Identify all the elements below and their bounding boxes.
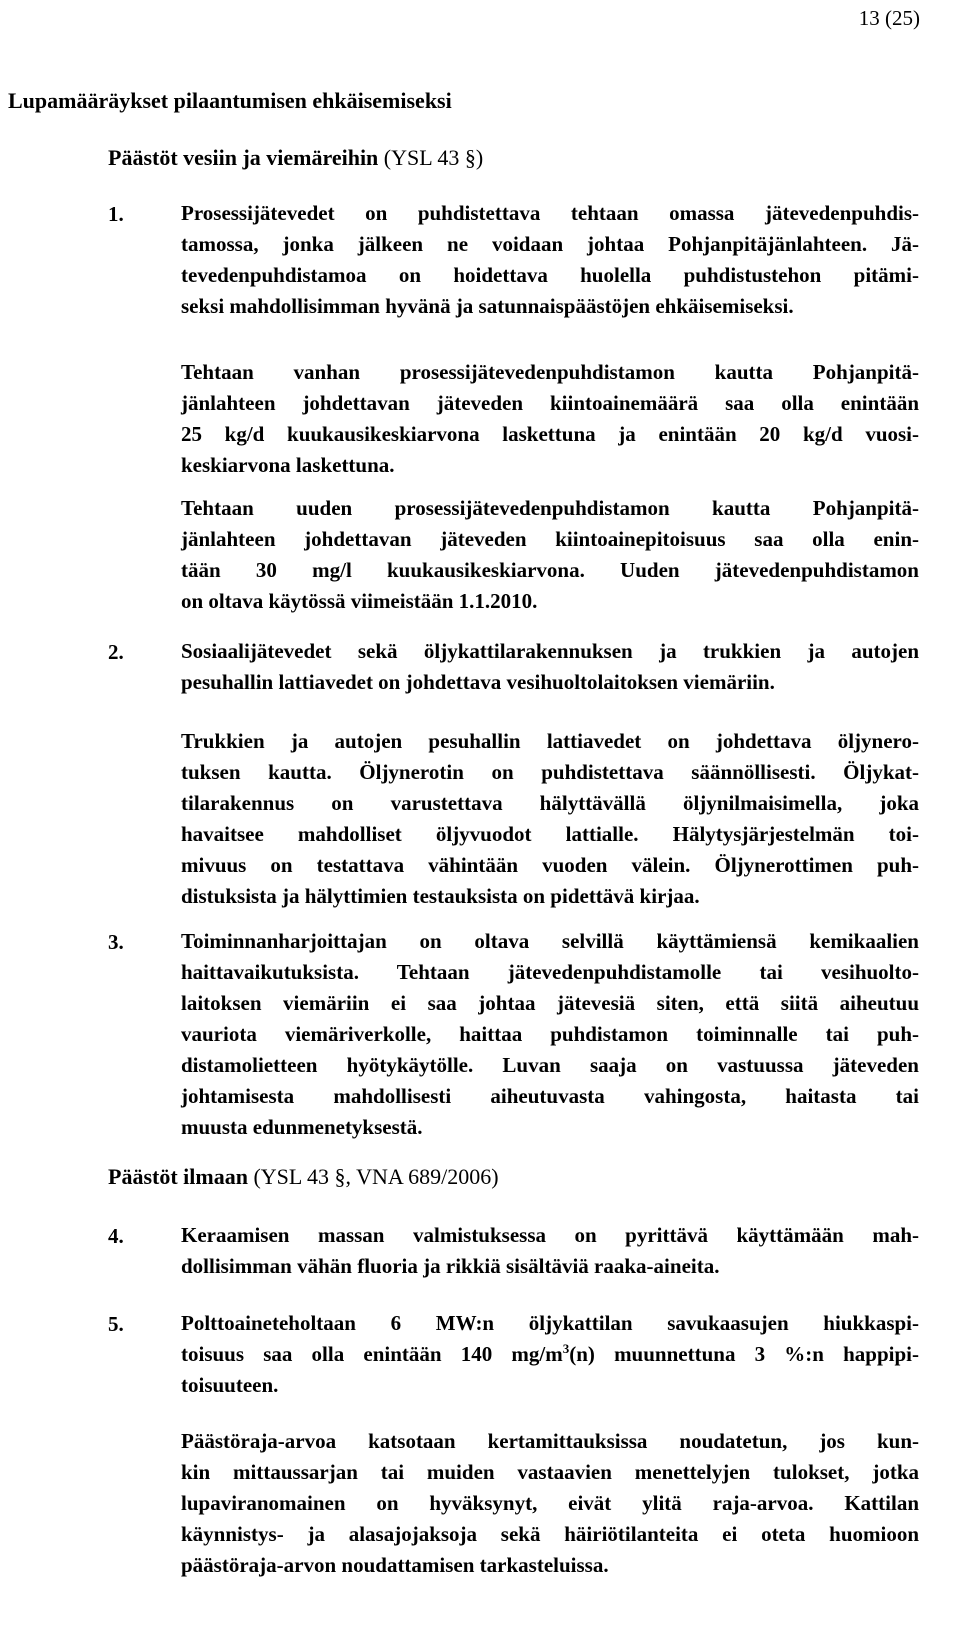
text-line: haittavaikutuksista. Tehtaan jätevedenpuhdistamolle tai vesihuolto- [181,960,919,984]
item-1-paragraph-1 [181,198,919,322]
item-3-paragraph-1 [181,926,919,1143]
text-line: käynnistys- ja alasajojaksoja sekä häiriötilanteita ei oteta huomioon [181,1522,919,1546]
text-line: Päästöraja-arvoa katsotaan kertamittauksissa noudatetun, jos kun- [181,1429,919,1453]
text-line: laitoksen viemäriin ei saa johtaa jätevesiä siten, että siitä aiheutuu [181,991,919,1015]
text-line: keskiarvona laskettuna. [181,453,395,477]
text-line: päästöraja-arvon noudattamisen tarkasteluissa. [181,1553,609,1577]
text-line: tään 30 mg/l kuukausikeskiarvona. Uuden jätevedenpuhdistamon [181,558,919,582]
text-line: mivuus on testattava vähintään vuoden välein. Öljynerottimen puh- [181,853,919,877]
section-heading-water-text: Päästöt vesiin ja viemäreihin [108,145,379,170]
text-line: tamossa, jonka jälkeen ne voidaan johtaa Pohjanpitäjänlahteen. Jä- [181,232,919,256]
text-line: muusta edunmenetyksestä. [181,1115,423,1139]
text-line: lupaviranomainen on hyväksynyt, eivät ylitä raja-arvoa. Kattilan [181,1491,919,1515]
text-segment: toisuus saa olla enintään 140 mg/m [181,1342,563,1366]
item-2-paragraph-1 [181,636,919,698]
text-line: Polttoaineteholtaan 6 MW:n öljykattilan savukaasujen hiukkaspi- [181,1311,919,1335]
item-1-paragraph-2 [181,357,919,481]
text-line: 25 kg/d kuukausikeskiarvona laskettuna ja enintään 20 kg/d vuosi- [181,422,919,446]
section-heading-air [108,1164,499,1190]
text-line: havaitsee mahdolliset öljyvuodot lattialle. Hälytysjärjestelmän toi- [181,822,919,846]
text-line: Prosessijätevedet on puhdistettava tehtaan omassa jätevedenpuhdis- [181,201,919,225]
superscript: 3 [562,1341,570,1356]
item-4-paragraph-1 [181,1220,919,1282]
text-line: vauriota viemäriverkolle, haittaa puhdistamon toiminnalle tai puh- [181,1022,919,1046]
section-heading-air-text: Päästöt ilmaan [108,1164,248,1189]
text-segment: (n) muunnettuna 3 %:n happipi- [569,1342,920,1366]
item-number-3: 3. [108,930,124,954]
item-number-5: 5. [108,1312,124,1336]
text-line: distamolietteen hyötykäytölle. Luvan saaja on vastuussa jäteveden [181,1053,919,1077]
text-line: kin mittaussarjan tai muiden vastaavien menettelyjen tulokset, jotka [181,1460,919,1484]
section-heading-air-ref: (YSL 43 §, VNA 689/2006) [247,1164,499,1189]
text-line [181,1339,919,1370]
item-number-1: 1. [108,202,124,226]
item-5-paragraph-1 [181,1308,919,1401]
text-line: dollisimman vähän fluoria ja rikkiä sisältäviä raaka-aineita. [181,1254,720,1278]
item-2-paragraph-2 [181,726,919,912]
item-5-paragraph-2 [181,1426,919,1581]
item-number-4: 4. [108,1224,124,1248]
text-line: jänlahteen johdettavan jäteveden kiintoainepitoisuus saa olla enin- [181,527,919,551]
text-line: toisuuteen. [181,1373,279,1397]
text-line: pesuhallin lattiavedet on johdettava vesihuoltolaitoksen viemäriin. [181,670,775,694]
item-number-2: 2. [108,640,124,664]
section-heading-water [108,145,483,171]
text-line: tilarakennus on varustettava hälyttävällä öljynilmaisimella, joka [181,791,919,815]
text-line: jänlahteen johdettavan jäteveden kiintoainemäärä saa olla enintään [181,391,919,415]
text-line: johtamisesta mahdollisesti aiheutuvasta vahingosta, haitasta tai [181,1084,919,1108]
text-line: Tehtaan vanhan prosessijätevedenpuhdistamon kautta Pohjanpitä- [181,360,919,384]
text-line: Trukkien ja autojen pesuhallin lattiavedet on johdettava öljynero- [181,729,919,753]
text-line: Tehtaan uuden prosessijätevedenpuhdistamon kautta Pohjanpitä- [181,496,919,520]
text-line: Keraamisen massan valmistuksessa on pyrittävä käyttämään mah- [181,1223,919,1247]
section-heading-water-ref: (YSL 43 §) [378,145,484,170]
page-number: 13 (25) [858,6,920,30]
text-line: Sosiaalijätevedet sekä öljykattilarakennuksen ja trukkien ja autojen [181,639,919,663]
text-line: tuksen kautta. Öljynerotin on puhdistettava säännöllisesti. Öljykat- [181,760,919,784]
document-title: Lupamääräykset pilaantumisen ehkäisemiseksi [8,88,452,113]
text-line: distuksista ja hälyttimien testauksista on pidettävä kirjaa. [181,884,700,908]
text-line: Toiminnanharjoittajan on oltava selvillä käyttämiensä kemikaalien [181,929,919,953]
item-1-paragraph-3 [181,493,919,617]
text-line: on oltava käytössä viimeistään 1.1.2010. [181,589,538,613]
text-line: seksi mahdollisimman hyvänä ja satunnaispäästöjen ehkäisemiseksi. [181,294,794,318]
text-line: tevedenpuhdistamoa on hoidettava huolella puhdistustehon pitämi- [181,263,919,287]
